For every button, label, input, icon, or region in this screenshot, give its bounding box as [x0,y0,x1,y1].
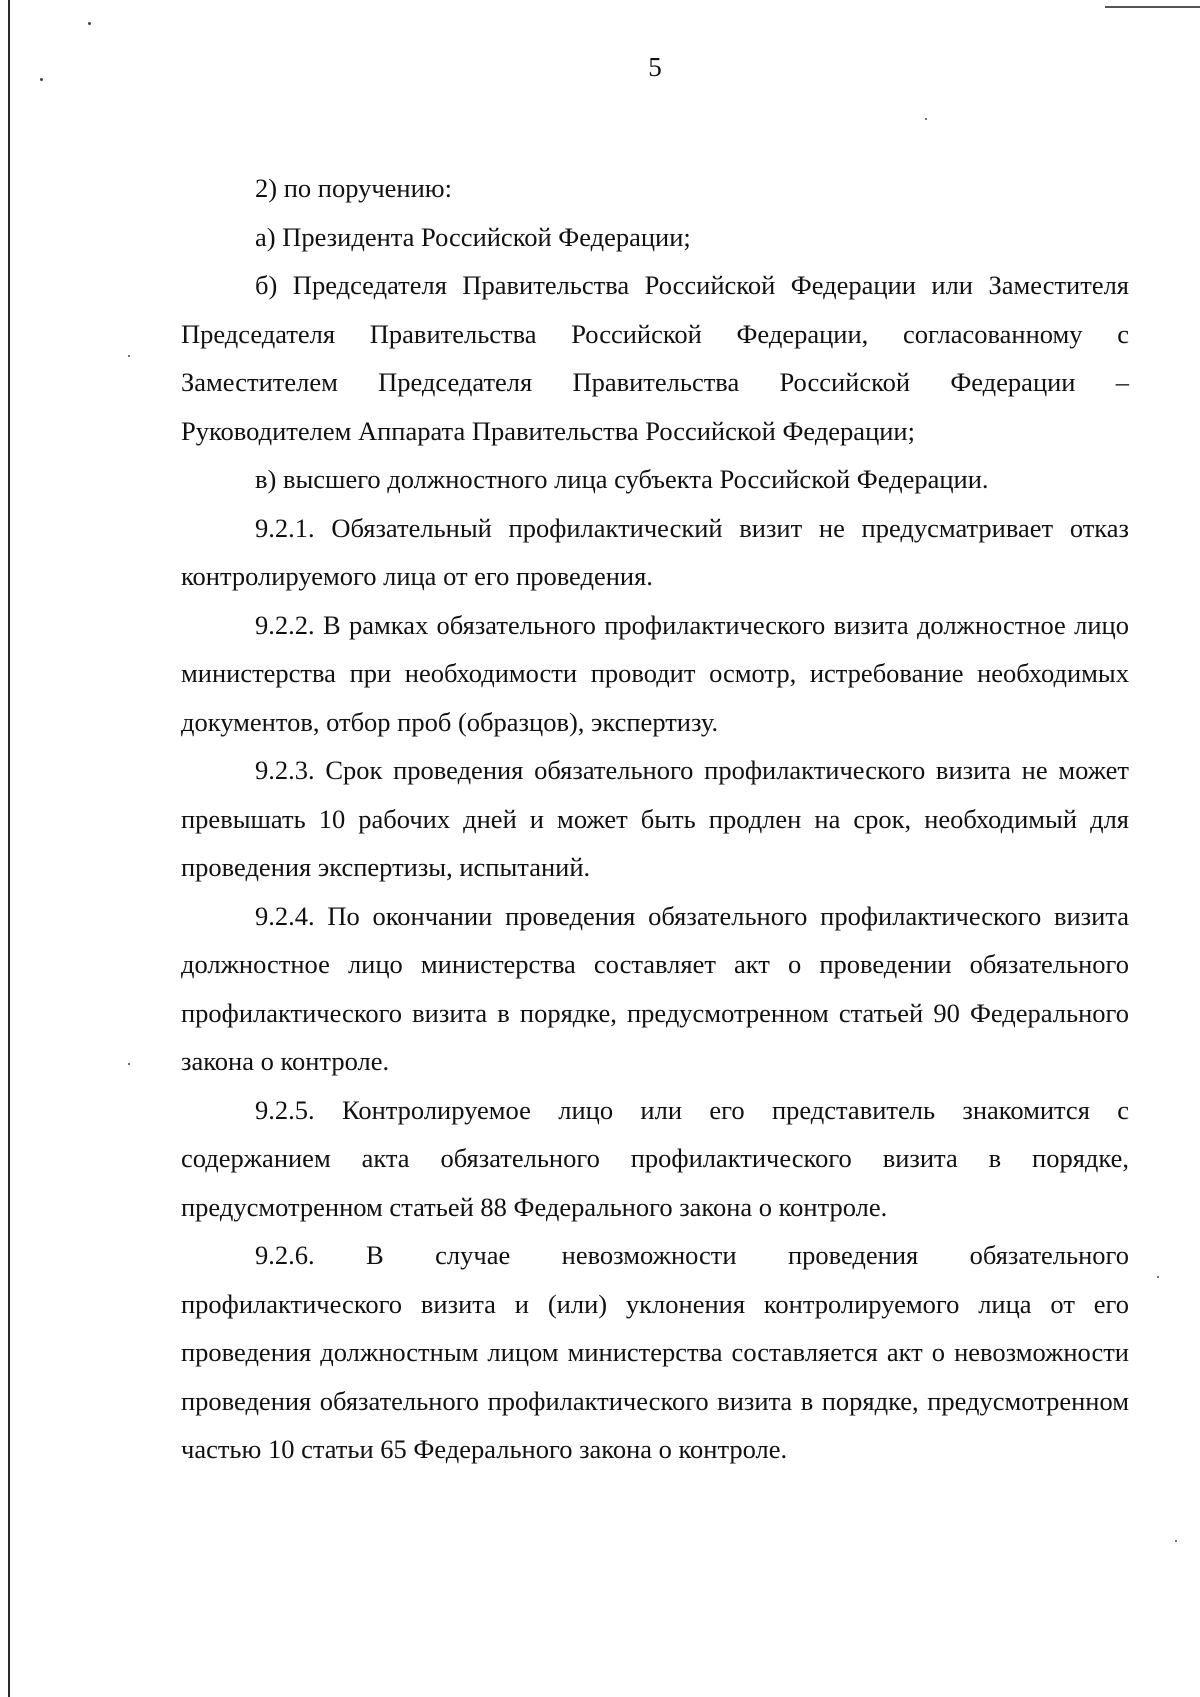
scan-speck [88,22,91,25]
scan-speck [128,355,130,357]
scan-speck [925,118,927,120]
scan-top-line [1105,6,1200,8]
paragraph-item-b: б) Председателя Правительства Российской Федерации или Заместителя Председателя Правительства Российской Федерации, согласованному с Заместителем Председателя Правительства Российской Федерации – Руководителем Аппарата Правительства Российской Федерации; [181,270,1129,446]
scan-speck [1157,1276,1159,1278]
paragraph-9-2-4: 9.2.4. По окончании проведения обязательного профилактического визита должностное лицо министерства составляет акт о проведении обязательного профилактического визита в порядке, предусмотренном статьей 90 Федерального закона о контроле. [181,900,1129,1076]
paragraph-9-2-2: 9.2.2. В рамках обязательного профилактического визита должностное лицо министерства при необходимости проводит осмотр, истребование необходимых документов, отбор проб (образцов), экспертизу. [181,609,1129,737]
paragraph-item-a: а) Президента Российской Федерации; [255,221,691,252]
paragraph-9-2-1: 9.2.1. Обязательный профилактический визит не предусматривает отказ контролируемого лица от его проведения. [181,512,1129,591]
paragraph-9-2-3: 9.2.3. Срок проведения обязательного профилактического визита не может превышать 10 рабочих дней и может быть продлен на срок, необходимый для проведения экспертизы, испытаний. [181,755,1129,882]
document-body [181,164,1129,1474]
paragraph-item-v: в) высшего должностного лица субъекта Российской Федерации. [255,464,989,494]
scan-speck [1175,1540,1177,1542]
scan-speck [128,1063,130,1065]
paragraph-instruction: 2) по поручению: [255,173,452,203]
scan-speck [40,78,43,81]
page-number: 5 [648,52,662,82]
paragraph-9-2-6: 9.2.6. В случае невозможности проведения обязательного профилактического визита и (или) уклонения контролируемого лица от его проведения должностным лицом министерства составляется акт о невозможности проведения обязательного профилактического визита в порядке, предусмотренном частью 10 статьи 65 Федерального закона о контроле. [181,1240,1129,1464]
paragraph-9-2-5: 9.2.5. Контролируемое лицо или его представитель знакомится с содержанием акта обязательного профилактического визита в порядке, предусмотренном статьей 88 Федерального закона о контроле. [181,1094,1129,1222]
scan-left-edge [8,0,10,1697]
